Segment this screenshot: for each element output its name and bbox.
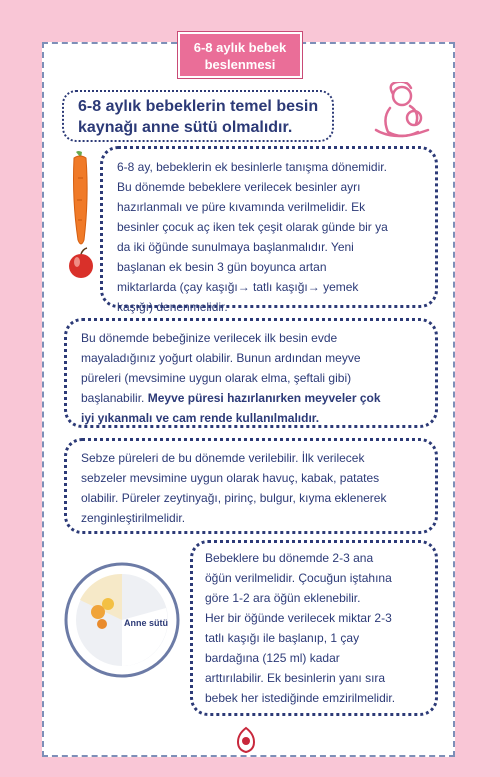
- p4-line: Her bir öğünde verilecek miktar 2-3: [205, 611, 392, 625]
- p4-line: Bebeklere bu dönemde 2-3 ana: [205, 551, 374, 565]
- p3-line: Sebze püreleri de bu dönemde verilebilir. İlk verilecek: [81, 451, 365, 465]
- p1-line: kaşığı) denenmelidir.: [117, 300, 228, 314]
- title-ribbon: [178, 32, 302, 78]
- p2-line: püreleri (mevsimine uygun olarak elma, şeftali gibi): [81, 371, 352, 385]
- title-line-1: 6-8 aylık bebek: [193, 40, 287, 55]
- ministry-logo-icon: [234, 726, 258, 754]
- p1-line: 6-8 ay, bebeklerin ek besinlerle tanışma dönemidir.: [117, 160, 387, 174]
- p1-line: başlanan ek besin 3 gün boyunca artan: [117, 260, 327, 274]
- headline-line-1: 6-8 aylık bebeklerin temel besin: [78, 98, 319, 115]
- headline-line-2: kaynağı anne sütü olmalıdır.: [78, 119, 293, 136]
- p3-line: olabilir. Püreler zeytinyağı, pirinç, bulgur, kıyma eklenerek: [81, 491, 387, 505]
- p2-line-plain: başlanabilir.: [81, 391, 148, 405]
- title-line-2: beslenmesi: [204, 57, 276, 72]
- p1-line: besinler çocuk aç iken tek çeşit olarak günde bir ya: [117, 220, 388, 234]
- p2-line: Bu dönemde bebeğinize verilecek ilk besin evde: [81, 331, 338, 345]
- p4-line: bardağına (125 ml) kadar: [205, 651, 340, 665]
- p2-line-mixed: [81, 388, 425, 408]
- carrot-apple-illustration: [64, 150, 100, 282]
- p4-line: tatlı kaşığı ile başlanıp, 1 çay: [205, 631, 360, 645]
- p3-line: sebzeler mevsimine uygun olarak havuç, kabak, patates: [81, 471, 380, 485]
- p1-line: miktarlarda (çay kaşığı→ tatlı kaşığı→ yemek: [117, 280, 359, 294]
- intro-paragraph-box: [100, 146, 438, 314]
- p1-line: hazırlanmalı ve püre kıvamında verilmelidir. Ek: [117, 200, 366, 214]
- p4-line: arttırılabilir. Ek besinlerin yanı sıra: [205, 671, 386, 685]
- p2-bold-warning-cont: iyi yıkanmalı ve cam rende kullanılmalıdır.: [81, 411, 320, 425]
- vegetable-paragraph-box: [64, 438, 438, 534]
- meals-paragraph-box: [190, 540, 438, 716]
- mother-baby-icon: [362, 82, 442, 142]
- p2-line: mayaladığınız yoğurt olabilir. Bunun ardından meyve: [81, 351, 361, 365]
- p1-line: da iki öğünde sunulmaya başlanmalıdır. Yeni: [117, 240, 354, 254]
- plate-label: Anne sütü: [124, 618, 168, 628]
- p4-line: öğün verilmelidir. Çocuğun iştahına: [205, 571, 392, 585]
- p2-bold-warning: Meyve püresi hazırlanırken meyveler çok: [147, 391, 381, 405]
- p4-line: göre 1-2 ara öğün eklenebilir.: [205, 591, 361, 605]
- p4-line: bebek her istediğinde emzirilmelidir.: [205, 691, 396, 705]
- yogurt-fruit-paragraph-box: [64, 318, 438, 428]
- p3-line: zenginleştirilmelidir.: [81, 511, 186, 525]
- headline: [62, 90, 334, 142]
- p1-line: Bu dönemde bebeklere verilecek besinler ayrı: [117, 180, 361, 194]
- breastmilk-plate-illustration: [62, 560, 182, 680]
